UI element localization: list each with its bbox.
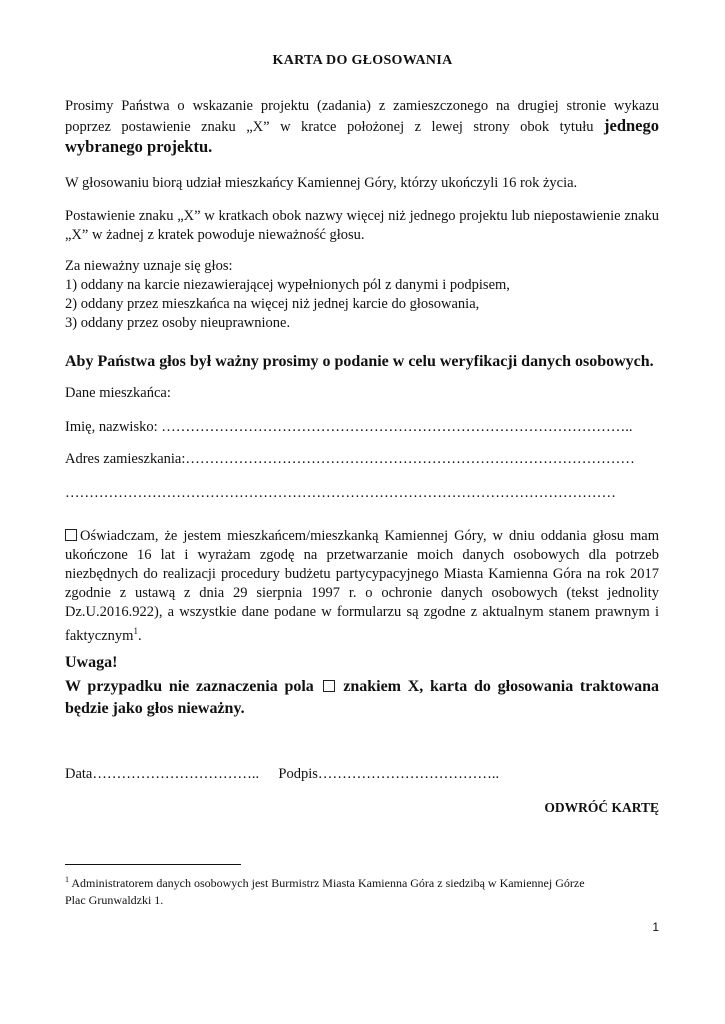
invalid-votes-item: 2) oddany przez mieszkańca na więcej niż jednej karcie do głosowania, <box>65 296 480 312</box>
invalid-mark-text: Postawienie znaku „X” w kratkach obok nazwy więcej niż jednego projektu lub niepostawienie znaku „X” w żadnej z kratek powoduje nieważność głosu. <box>65 208 659 243</box>
intro-line-1: Prosimy Państwa o wskazanie projektu (zadania) z zamieszczonego na drugiej stronie wykazu <box>65 98 659 114</box>
name-field[interactable]: Imię, nazwisko: …………………………………………………………………………………….. <box>65 419 633 435</box>
turn-over-note: ODWRÓĆ KARTĘ <box>544 800 659 815</box>
declaration-checkbox[interactable] <box>65 529 77 541</box>
footnote-line-1: Administratorem danych osobowych jest Burmistrz Miasta Kamienna Góra z siedzibą w Kamiennej Górze <box>69 876 585 890</box>
invalid-votes-item: 1) oddany na karcie niezawierającej wypełnionych pól z danymi i podpisem, <box>65 277 510 293</box>
footnote-ref: 1 <box>133 626 138 636</box>
intro-paragraph <box>65 97 659 156</box>
warning-before-box: W przypadku nie zaznaczenia pola <box>65 678 314 695</box>
footnote-number: 1 <box>65 875 69 884</box>
page-number: 1 <box>652 920 659 934</box>
intro-bold-jednego: jednego <box>604 116 659 135</box>
eligibility-text: W głosowaniu biorą udział mieszkańcy Kamiennej Góry, którzy ukończyli 16 rok życia. <box>65 175 578 191</box>
date-field[interactable]: Data…………………………….. <box>65 766 260 782</box>
intro-line-2 <box>65 116 659 137</box>
declaration-end: . <box>137 627 142 644</box>
intro-line-2-text: poprzez postawienie znaku „X” w kratce położonej z lewej strony obok tytułu <box>65 119 594 135</box>
intro-bold-wybranego: wybranego projektu. <box>65 137 213 156</box>
verification-heading: Aby Państwa głos był ważny prosimy o podanie w celu weryfikacji danych osobowych. <box>65 353 654 370</box>
footnote-separator <box>65 864 241 865</box>
sign-row <box>65 765 659 784</box>
checkbox-reference-icon <box>323 680 335 692</box>
signature-field[interactable]: Podpis……………………………….. <box>278 766 500 782</box>
invalid-votes-heading: Za nieważny uznaje się głos: <box>65 258 233 274</box>
resident-data-label: Dane mieszkańca: <box>65 385 171 401</box>
page-title: KARTA DO GŁOSOWANIA <box>272 53 453 68</box>
warning-after-box: znakiem X, karta do głosowania traktowana będzie jako głos nieważny. <box>65 678 660 717</box>
address-field[interactable]: Adres zamieszkania:………………………………………………………………………………… <box>65 451 635 467</box>
declaration-paragraph <box>65 527 659 646</box>
footnote-line-2: Plac Grunwaldzki 1. <box>65 893 164 907</box>
invalid-votes-list <box>65 257 659 333</box>
invalid-votes-item: 3) oddany przez osoby nieuprawnione. <box>65 315 291 331</box>
declaration-text: Oświadczam, że jestem mieszkańcem/mieszkanką Kamiennej Góry, w dniu oddania głosu mam ukończone 16 lat i wyrażam zgodę na przetwarzanie moich danych osobowych dla potrzeb niezbędnych do realizacji procedury budżetu partycypacyjnego Miasta Kamienna Góra na rok 2017 zgodnie z ustawą z dnia 29 sierpnia 1997 r. o ochronie danych osobowych (tekst jednolity Dz.U.2016.922), a wszystkie dane podane w formularzu są zgodne z aktualnym stanem prawnym i faktycznym <box>65 528 659 644</box>
warning-text <box>65 676 659 720</box>
footnote <box>65 871 665 909</box>
warning-heading: Uwaga! <box>65 654 118 671</box>
address-field-continued[interactable]: …………………………………………………………………………………………………… <box>65 485 616 501</box>
